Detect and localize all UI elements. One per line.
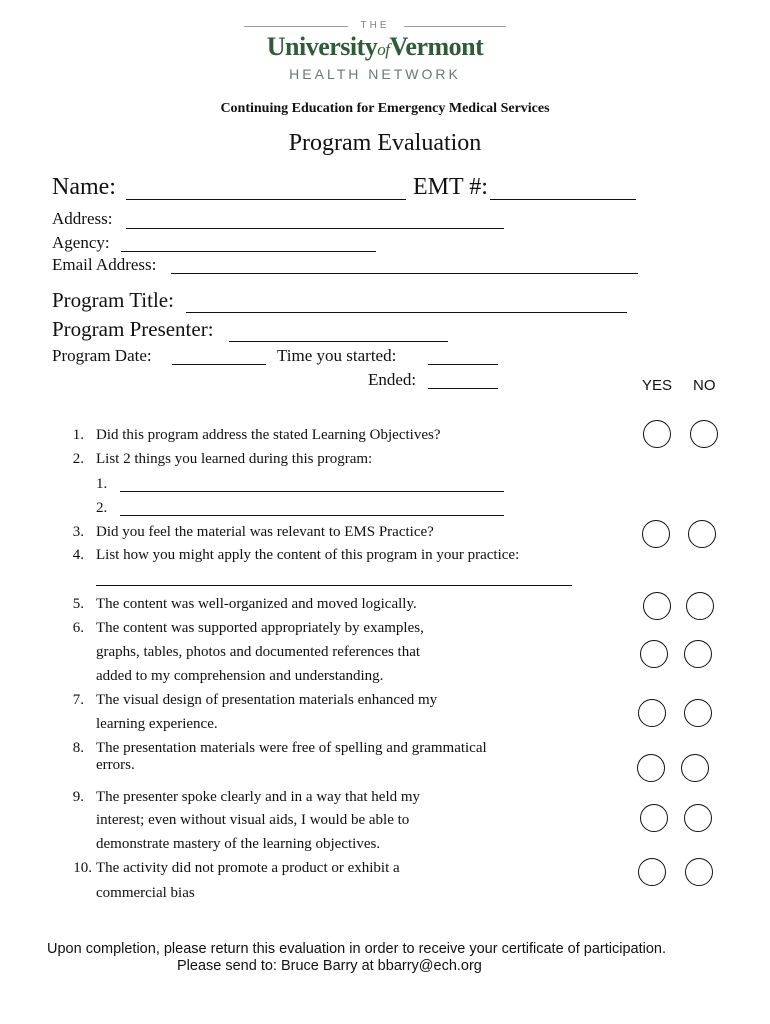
question-text: interest; even without visual aids, I would be able to [96,812,410,828]
question-number: 6. [72,620,84,636]
question-text: demonstrate mastery of the learning objectives. [96,836,381,852]
question-text: The content was well-organized and moved logically. [96,596,417,612]
footer-instructions: Upon completion, please return this evaluation in order to receive your certificate of participation. [47,941,666,957]
logo-health-network: HEALTH NETWORK [289,66,461,82]
q1-yes-radio[interactable] [643,420,671,448]
q3-no-radio[interactable] [688,520,716,548]
uvm-health-network-logo [240,18,510,90]
question-text: List how you might apply the content of this program in your practice: [96,547,520,563]
q6-no-radio[interactable] [684,640,712,668]
q5-yes-radio[interactable] [643,592,671,620]
program-date-label: Program Date: [52,346,152,365]
question-text: The content was supported appropriately by examples, [96,620,424,636]
q10-no-radio[interactable] [685,858,713,886]
question-number: 8. [72,740,84,756]
question-text: Did you feel the material was relevant to EMS Practice? [96,524,434,540]
question-number: 1. [72,427,84,443]
question-number: 3. [72,524,84,540]
address-label: Address: [52,209,113,228]
learned-item-1-field[interactable] [120,491,504,492]
program-date-field[interactable] [172,364,266,365]
question-text: commercial bias [96,885,195,901]
question-number: 5. [72,596,84,612]
agency-field[interactable] [121,251,376,252]
sub-item-number: 1. [96,476,108,492]
question-text: graphs, tables, photos and documented references that [96,644,421,660]
question-number: 2. [72,451,84,467]
question-text: The presenter spoke clearly and in a way that held my [96,789,421,805]
question-text: errors. [96,757,135,773]
emt-field[interactable] [490,199,636,200]
question-text: added to my comprehension and understanding. [96,668,384,684]
question-text: The presentation materials were free of spelling and grammatical [96,740,487,756]
q6-yes-radio[interactable] [640,640,668,668]
email-field[interactable] [171,273,638,274]
name-field[interactable] [126,199,406,200]
program-title-label: Program Title: [52,288,174,312]
q1-no-radio[interactable] [690,420,718,448]
q5-no-radio[interactable] [686,592,714,620]
q10-yes-radio[interactable] [638,858,666,886]
question-number: 4. [72,547,84,563]
program-presenter-label: Program Presenter: [52,317,214,341]
learned-item-2-field[interactable] [120,515,504,516]
q3-yes-radio[interactable] [642,520,670,548]
question-number: 7. [72,692,84,708]
no-column-header: NO [693,377,716,394]
sub-item-number: 2. [96,500,108,516]
q7-yes-radio[interactable] [638,699,666,727]
question-text: The activity did not promote a product or exhibit a [96,860,400,876]
email-label: Email Address: [52,255,157,274]
program-title-field[interactable] [186,312,627,313]
question-text: Did this program address the stated Learning Objectives? [96,427,441,443]
time-started-label: Time you started: [277,346,397,365]
question-number: 9. [72,789,84,805]
page-title: Program Evaluation [288,130,482,156]
q8-no-radio[interactable] [681,754,709,782]
logo-the: THE [360,20,390,31]
name-label: Name: [52,174,116,200]
time-started-field[interactable] [428,364,498,365]
q7-no-radio[interactable] [684,699,712,727]
q8-yes-radio[interactable] [637,754,665,782]
program-presenter-field[interactable] [229,341,448,342]
question-text: The visual design of presentation materials enhanced my [96,692,438,708]
ended-field[interactable] [428,388,498,389]
subtitle: Continuing Education for Emergency Medical Services [220,101,550,116]
apply-content-field[interactable] [96,585,572,586]
yes-column-header: YES [642,377,673,394]
q9-yes-radio[interactable] [640,804,668,832]
question-number: 10. [73,860,92,876]
emt-label: EMT #: [413,174,488,200]
question-text: List 2 things you learned during this program: [96,451,373,467]
footer-contact: Please send to: Bruce Barry at bbarry@ech.org [177,958,482,974]
address-field[interactable] [126,228,504,229]
question-text: learning experience. [96,716,218,732]
q9-no-radio[interactable] [684,804,712,832]
agency-label: Agency: [52,233,110,252]
logo-wordmark: UniversityofVermont [266,32,484,61]
ended-label: Ended: [368,370,417,389]
